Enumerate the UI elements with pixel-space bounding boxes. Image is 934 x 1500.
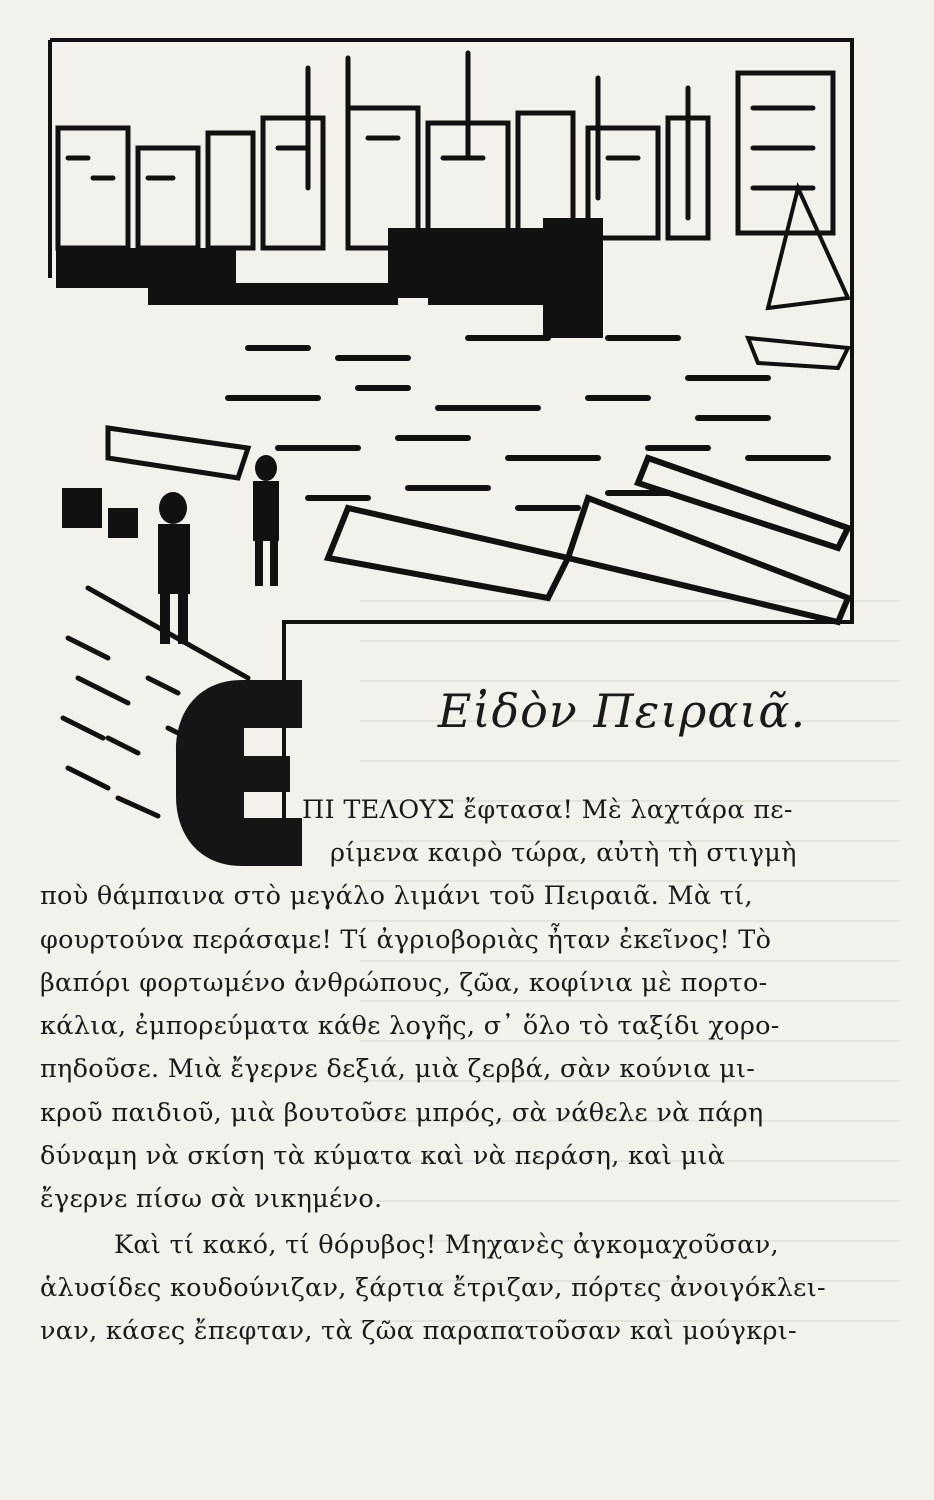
chapter-title: Εἰδὸν Πειραιᾶ. <box>437 684 807 738</box>
text-line-6: κάλια, ἐμπορεύματα κάθε λογῆς, σ᾽ ὅλο τὸ ταξίδι χορο- <box>40 1011 780 1041</box>
text-line-1: ΠΙ ΤΕΛΟΥΣ ἔφτασα! Μὲ λαχτάρα πε- <box>302 795 793 825</box>
text-line-3: ποὺ θάμπαινα στὸ μεγάλο λιμάνι τοῦ Πειραιᾶ. Μὰ τί, <box>40 881 753 911</box>
text-line-12: ἁλυσίδες κουδούνιζαν, ξάρτια ἔτριζαν, πόρτες ἀνοιγόκλει- <box>40 1273 826 1303</box>
text-line-11: Καὶ τί κακό, τί θόρυβος! Μηχανὲς ἀγκομαχοῦσαν, <box>114 1230 779 1260</box>
text-line-7: πηδοῦσε. Μιὰ ἔγερνε δεξιά, μιὰ ζερβά, σὰν κούνια μι- <box>40 1054 756 1084</box>
text-line-4: φουρτούνα περάσαμε! Τί ἀγριοβοριὰς ἦταν ἐκεῖνος! Τὸ <box>40 925 772 955</box>
text-line-8: κροῦ παιδιοῦ, μιὰ βουτοῦσε μπρός, σὰ νάθελε νὰ πάρη <box>40 1098 764 1128</box>
text-line-9: δύναμη νὰ σκίση τὰ κύματα καὶ νὰ περάση, καὶ μιὰ <box>40 1141 726 1171</box>
text-line-10: ἔγερνε πίσω σὰ νικημένο. <box>40 1184 383 1214</box>
drop-cap <box>172 676 304 870</box>
text-line-13: ναν, κάσες ἔπεφταν, τὰ ζῶα παραπατοῦσαν καὶ μούγκρι- <box>40 1316 797 1346</box>
text-line-5: βαπόρι φορτωμένο ἀνθρώπους, ζῶα, κοφίνια μὲ πορτο- <box>40 968 768 998</box>
text-line-2: ρίμενα καιρὸ τώρα, αὐτὴ τὴ στιγμὴ <box>330 838 797 868</box>
